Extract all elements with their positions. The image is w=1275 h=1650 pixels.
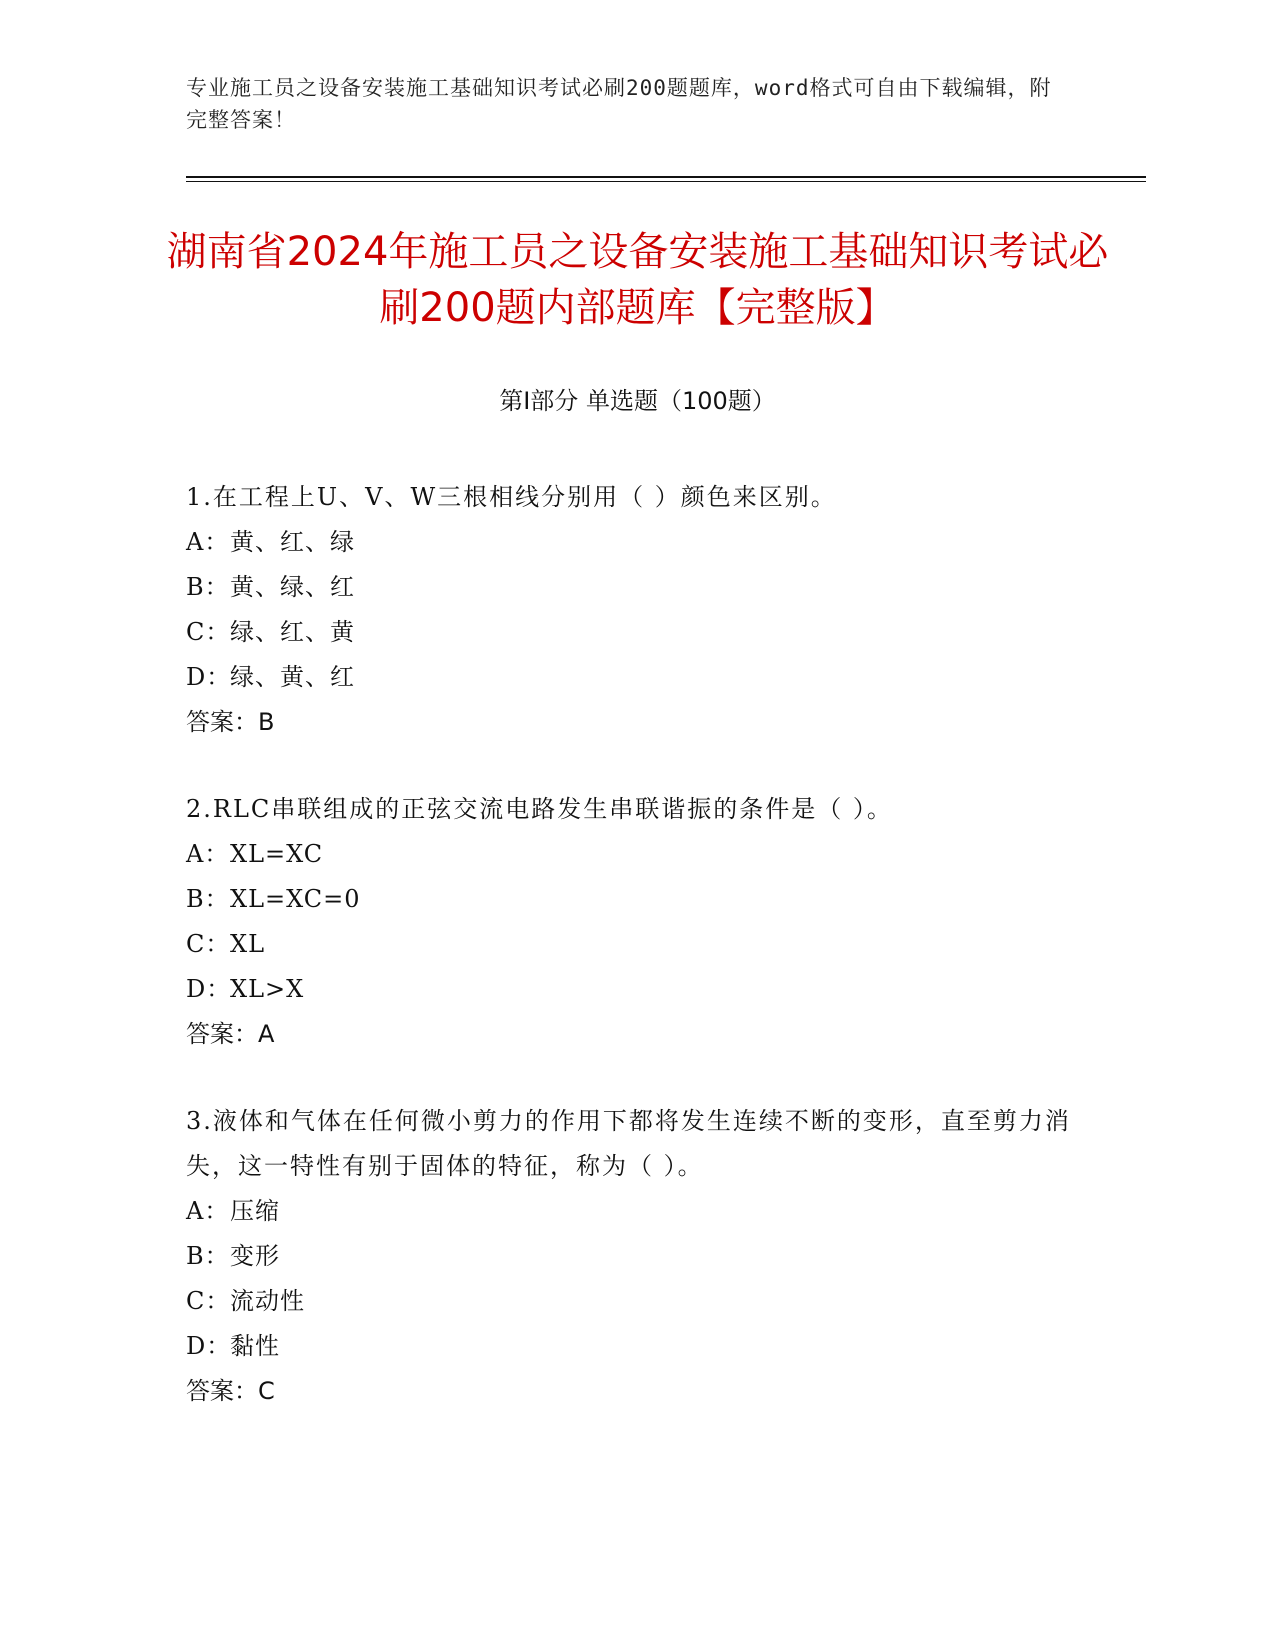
option-a <box>186 520 1086 565</box>
option-letter: B： <box>186 885 230 913</box>
option-text: 变形 <box>230 1242 280 1270</box>
question-stem: 液体和气体在任何微小剪力的作用下都将发生连续不断的变形，直至剪力消失，这一特性有别于固体的特征，称为（ ）。 <box>186 1107 1071 1180</box>
question-stem: 在工程上U、V、W三根相线分别用（ ）颜色来区别。 <box>212 483 837 511</box>
answer-line <box>186 1369 1086 1414</box>
header-divider-thick <box>186 176 1146 178</box>
option-text: 绿、黄、红 <box>230 663 355 691</box>
answer-line <box>186 1012 1086 1057</box>
answer-value: C <box>258 1377 275 1405</box>
option-letter: D： <box>186 663 232 691</box>
question-number: 2. <box>186 795 213 823</box>
option-letter: A： <box>186 840 230 868</box>
answer-label: 答案： <box>186 1020 258 1048</box>
option-letter: D： <box>186 975 232 1003</box>
option-c <box>186 1279 1086 1324</box>
section-title: 第I部分 单选题（100题） <box>499 387 776 415</box>
option-letter: A： <box>186 528 230 556</box>
option-text: XL>X <box>230 975 305 1003</box>
option-text: XL=XC=0 <box>230 885 361 913</box>
header-note: 专业施工员之设备安装施工基础知识考试必刷200题题库，word格式可自由下载编辑，附完整答案！ <box>186 76 1052 132</box>
question-text <box>186 475 1086 520</box>
option-d <box>186 1324 1086 1369</box>
option-text: 绿、红、黄 <box>230 618 355 646</box>
option-c <box>186 610 1086 655</box>
option-b <box>186 1234 1086 1279</box>
option-d <box>186 967 1086 1012</box>
option-text: 黏性 <box>230 1332 280 1360</box>
question-text <box>186 787 1086 832</box>
question-number: 1. <box>186 483 213 511</box>
option-letter: A： <box>186 1197 230 1225</box>
answer-label: 答案： <box>186 1377 258 1405</box>
question-stem: RLC串联组成的正弦交流电路发生串联谐振的条件是（ ）。 <box>212 795 893 823</box>
option-a <box>186 832 1086 877</box>
question-1 <box>186 475 1086 745</box>
option-letter: C： <box>186 618 231 646</box>
option-letter: C： <box>186 1287 231 1315</box>
question-3 <box>186 1099 1086 1414</box>
question-number: 3. <box>186 1107 213 1135</box>
answer-label: 答案： <box>186 708 258 736</box>
option-letter: D： <box>186 1332 232 1360</box>
answer-value: B <box>258 708 275 736</box>
option-letter: B： <box>186 573 230 601</box>
option-text: 黄、绿、红 <box>230 573 355 601</box>
question-2 <box>186 787 1086 1057</box>
question-text <box>186 1099 1086 1189</box>
answer-value: A <box>258 1020 275 1048</box>
option-b <box>186 565 1086 610</box>
header-divider-thin <box>186 181 1146 182</box>
option-a <box>186 1189 1086 1234</box>
option-text: XL=XC <box>230 840 324 868</box>
option-text: 流动性 <box>230 1287 305 1315</box>
option-text: 压缩 <box>230 1197 280 1225</box>
answer-line <box>186 700 1086 745</box>
document-title: 湖南省2024年施工员之设备安装施工基础知识考试必刷200题内部题库【完整版】 <box>166 229 1109 331</box>
question-list <box>186 475 1086 1456</box>
option-b <box>186 877 1086 922</box>
option-d <box>186 655 1086 700</box>
option-text: XL <box>230 930 266 958</box>
option-c <box>186 922 1086 967</box>
option-text: 黄、红、绿 <box>230 528 355 556</box>
option-letter: B： <box>186 1242 230 1270</box>
option-letter: C： <box>186 930 231 958</box>
